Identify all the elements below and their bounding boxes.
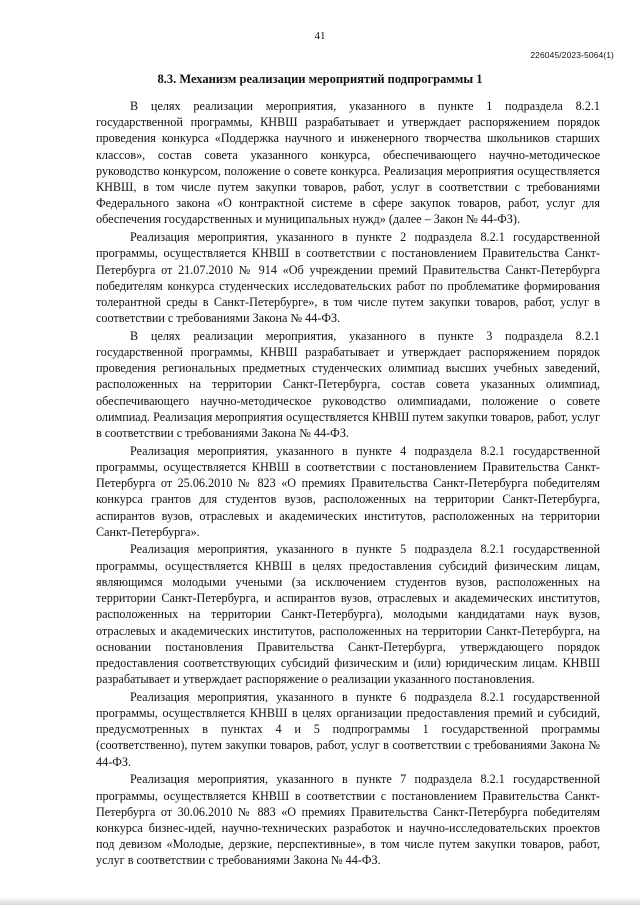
page-number: 41	[314, 30, 326, 42]
paragraph-item-4: Реализация мероприятия, указанного в пункте 4 подраздела 8.2.1 государственной программы, осуществляется КНВШ в соответствии с постановлением Правительства Санкт-Петербурга от 25.06.2010 № 823 «О премиях Правительства Санкт-Петербурга победителям конкурса грантов для студентов вузов, расположенных на территории Санкт-Петербурга, аспирантов вузов, отраслевых и академических институтов, расположенных на территории Санкт-Петербурга».	[96, 443, 600, 539]
paragraph-item-2: Реализация мероприятия, указанного в пункте 2 подраздела 8.2.1 государственной программы, осуществляется КНВШ в соответствии с постановлением Правительства Санкт-Петербурга от 21.07.2010 № 914 «Об учреждении премий Правительства Санкт-Петербурга победителям конкурса студенческих исследовательских работ по проблематике формирования толерантной среды в Санкт-Петербурге», в том числе путем закупки товаров, работ, услуг в соответствии с требованиями Закона № 44-ФЗ.	[96, 230, 600, 326]
paragraph-item-7: Реализация мероприятия, указанного в пункте 7 подраздела 8.2.1 государственной программы, осуществляется КНВШ в соответствии с постановлением Правительства Санкт-Петербурга от 30.06.2010 № 883 «О премиях Правительства Санкт-Петербурга победителям конкурса бизнес-идей, научно-технических разработок и научно-исследовательских проектов под девизом «Молодые, дерзкие, перспективные», в том числе путем закупки товаров, работ, услуг в соответствии с требованиями Закона № 44-ФЗ.	[96, 772, 600, 868]
paragraph-item-6: Реализация мероприятия, указанного в пункте 6 подраздела 8.2.1 государственной программы, осуществляется КНВШ в целях организации предоставления премий и субсидий, предусмотренных в пунктах 4 и 5 подпрограммы 1 государственной программы (соответственно), путем закупки товаров, работ, услуг в соответствии с требованиями Закона № 44-ФЗ.	[96, 689, 600, 769]
scan-edge-shadow	[0, 897, 640, 905]
paragraph-item-1: В целях реализации мероприятия, указанного в пункте 1 подраздела 8.2.1 государственной программы, КНВШ разрабатывает и утверждает распоряжением порядок проведения конкурса «Поддержка научного и инженерного творчества школьников старших классов», состав совета указанного конкурса, обеспечивающего научно-методическое руководство конкурсом, положение о совете конкурса. Реализация мероприятия осуществляется КНВШ, в том числе путем закупки товаров, работ, услуг в соответствии с требованиями Федерального закона «О контрактной системе в сфере закупок товаров, работ, услуг для обеспечения государственных и муниципальных нужд» (далее – Закон № 44-ФЗ).	[96, 99, 600, 227]
section-title: 8.3. Механизм реализации мероприятий подпрограммы 1	[157, 72, 483, 86]
document-registration-code: 226045/2023-5064(1)	[530, 50, 614, 60]
paragraph-item-5: Реализация мероприятия, указанного в пункте 5 подраздела 8.2.1 государственной программы, осуществляется КНВШ в целях предоставления субсидий физическим лицам, являющимся молодыми учеными (за исключением студентов вузов, расположенных на территории Санкт-Петербурга, и аспирантов вузов, отраслевых и академических институтов, расположенных на территории Санкт-Петербурга), молодыми кандидатами наук вузов, отраслевых и академических институтов, расположенных на территории Санкт-Петербурга, на основании постановления Правительства Санкт-Петербурга, утверждающего порядок предоставления соответствующих субсидий физическим и (или) юридическим лицам. КНВШ разрабатывает и утверждает распоряжение о реализации указанного постановления.	[96, 542, 600, 687]
paragraph-item-3: В целях реализации мероприятия, указанного в пункте 3 подраздела 8.2.1 государственной программы, КНВШ разрабатывает и утверждает распоряжением порядок проведения региональных предметных студенческих олимпиад высших учебных заведений, расположенных на территории Санкт-Петербурга, состав совета указанных олимпиад, обеспечивающего научно-методическое руководство олимпиадами, положение о совете олимпиад. Реализация мероприятия осуществляется КНВШ путем закупки товаров, работ, услуг в соответствии с требованиями Закона № 44-ФЗ.	[96, 328, 600, 441]
document-body	[96, 98, 600, 870]
